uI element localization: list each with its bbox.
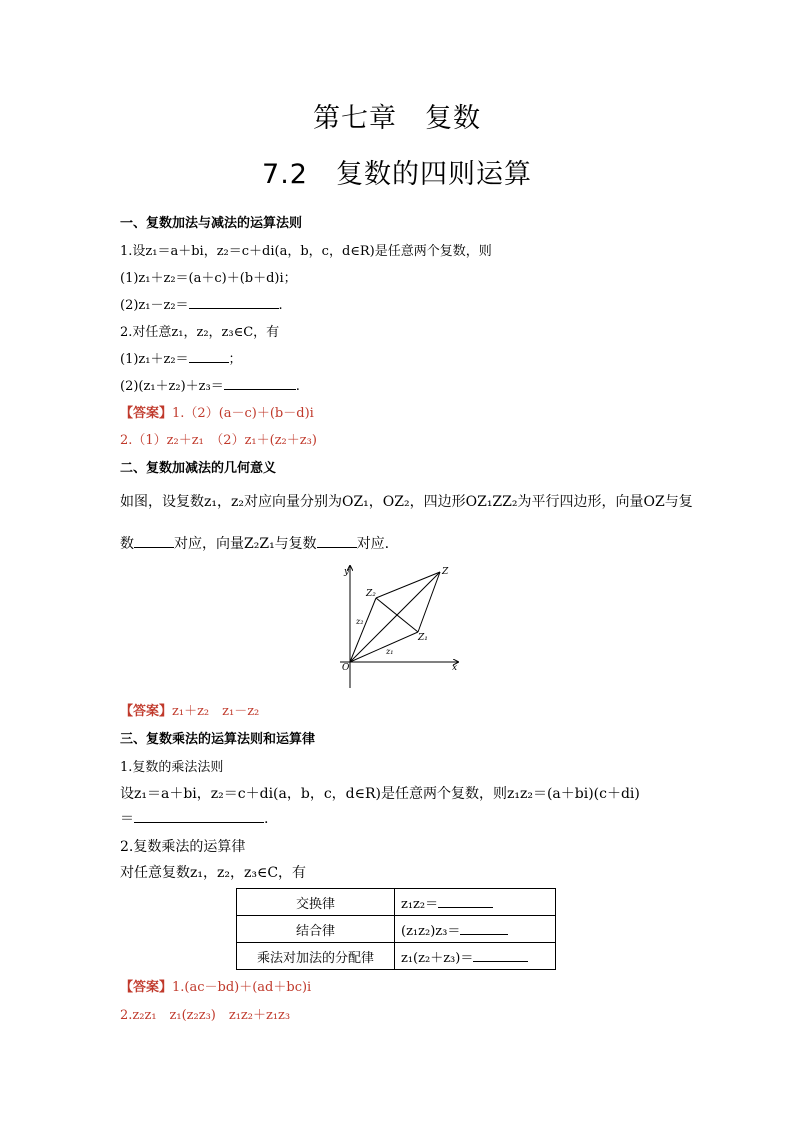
section-title: 7.2 复数的四则运算 xyxy=(262,159,532,190)
side-z2z xyxy=(376,572,440,598)
s2-answer-text: z₁＋z₂ z₁－z₂ xyxy=(172,704,260,719)
s1-line5: (1)z₁＋z₂＝ ； xyxy=(120,352,242,367)
s3-line2: 设z₁＝a＋bi，z₂＝c＋di(a，b，c，d∈R)是任意两个复数，则z₁z₂＝(a＋bi)(c＋di) xyxy=(120,786,640,802)
law-expression xyxy=(395,889,556,916)
answer-label: 【答案】 xyxy=(120,980,173,995)
law-name: 交换律 xyxy=(237,889,395,916)
label-z2-point: Z₂ xyxy=(366,589,376,599)
law-expression-text: z₁(z₂＋z₃)＝ xyxy=(401,950,474,966)
s1-line5-text: (1)z₁＋z₂＝ xyxy=(120,352,189,367)
section2-heading: 二、复数加减法的几何意义 xyxy=(120,461,277,476)
s3-answer2: 2.z₂z₁ z₁(z₂z₃) z₁z₂＋z₁z₃ xyxy=(120,1008,291,1023)
blank xyxy=(224,377,296,390)
law-name: 结合律 xyxy=(237,916,395,943)
s1-answer2: 2.（1）z₂＋z₁ （2）z₁＋(z₂＋z₃) xyxy=(120,433,317,448)
blank xyxy=(134,810,264,823)
label-x: x xyxy=(452,663,458,673)
answer-label: 【答案】 xyxy=(120,406,173,421)
law-expression-text: z₁z₂＝ xyxy=(401,896,439,912)
multiplication-laws-table xyxy=(236,888,556,970)
blank xyxy=(317,535,357,548)
diagonal-z2z1 xyxy=(376,598,418,632)
s1-line3: (2)z₁－z₂＝ . xyxy=(120,298,283,313)
s2-p2c: 对应. xyxy=(356,536,390,552)
law-name: 乘法对加法的分配律 xyxy=(237,943,395,970)
s3-line5: 对任意复数z₁，z₂，z₃∈C，有 xyxy=(120,865,307,881)
s2-paragraph1: 如图，设复数z₁，z₂对应向量分别为OZ₁，OZ₂，四边形OZ₁ZZ₂为平行四边形，向量OZ与复 xyxy=(120,494,693,510)
section1-heading: 一、复数加法与减法的运算法则 xyxy=(120,216,303,231)
blank xyxy=(189,296,279,309)
s1-line6: (2)(z₁＋z₂)＋z₃＝ . xyxy=(120,379,300,394)
chapter-title: 第七章 复数 xyxy=(313,103,481,134)
label-z1-vector: z₁ xyxy=(386,647,394,656)
s2-p2b: 对应，向量Z₂Z₁与复数 xyxy=(174,536,317,552)
s2-paragraph2 xyxy=(120,533,389,553)
law-expression xyxy=(395,943,556,970)
s3-line3: ＝ . xyxy=(120,811,269,827)
s3-line1: 1.复数的乘法法则 xyxy=(120,760,224,775)
s1-answer1-text: 1.（2）(a－c)＋(b－d)i xyxy=(172,406,314,421)
blank xyxy=(134,535,174,548)
label-y: y xyxy=(344,567,350,577)
s2-p2a: 数 xyxy=(120,536,134,552)
vector-oz xyxy=(350,572,440,662)
table-row xyxy=(237,889,556,916)
answer-label: 【答案】 xyxy=(120,704,173,719)
side-z1z xyxy=(418,572,440,632)
label-z: Z xyxy=(442,567,449,577)
s3-line3-text: ＝ xyxy=(120,811,134,827)
blank xyxy=(438,895,493,908)
s1-line6-text: (2)(z₁＋z₂)＋z₃＝ xyxy=(120,379,224,394)
s3-answer1-text: 1.(ac－bd)＋(ad＋bc)i xyxy=(172,980,312,995)
label-origin: O xyxy=(342,663,350,673)
s1-line4: 2.对任意z₁，z₂，z₃∈C，有 xyxy=(120,325,280,340)
s2-answer xyxy=(120,700,259,719)
law-expression-text: (z₁z₂)z₃＝ xyxy=(401,923,461,939)
law-expression xyxy=(395,916,556,943)
label-z2-vector: z₂ xyxy=(356,617,364,626)
s3-answer1 xyxy=(120,976,311,995)
s1-line3-text: (2)z₁－z₂＝ xyxy=(120,298,189,313)
parallelogram-figure xyxy=(330,560,470,692)
blank xyxy=(473,949,528,962)
blank xyxy=(460,922,508,935)
blank xyxy=(189,350,229,363)
s1-line2: (1)z₁＋z₂＝(a＋c)＋(b＋d)i； xyxy=(120,271,297,286)
table-row xyxy=(237,916,556,943)
table-row xyxy=(237,943,556,970)
s3-line4: 2.复数乘法的运算律 xyxy=(120,839,246,855)
section3-heading: 三、复数乘法的运算法则和运算律 xyxy=(120,732,316,747)
s1-answer1 xyxy=(120,402,314,421)
s1-line1: 1.设z₁＝a＋bi，z₂＝c＋di(a，b，c，d∈R)是任意两个复数，则 xyxy=(120,244,492,259)
label-z1-point: Z₁ xyxy=(418,633,428,643)
